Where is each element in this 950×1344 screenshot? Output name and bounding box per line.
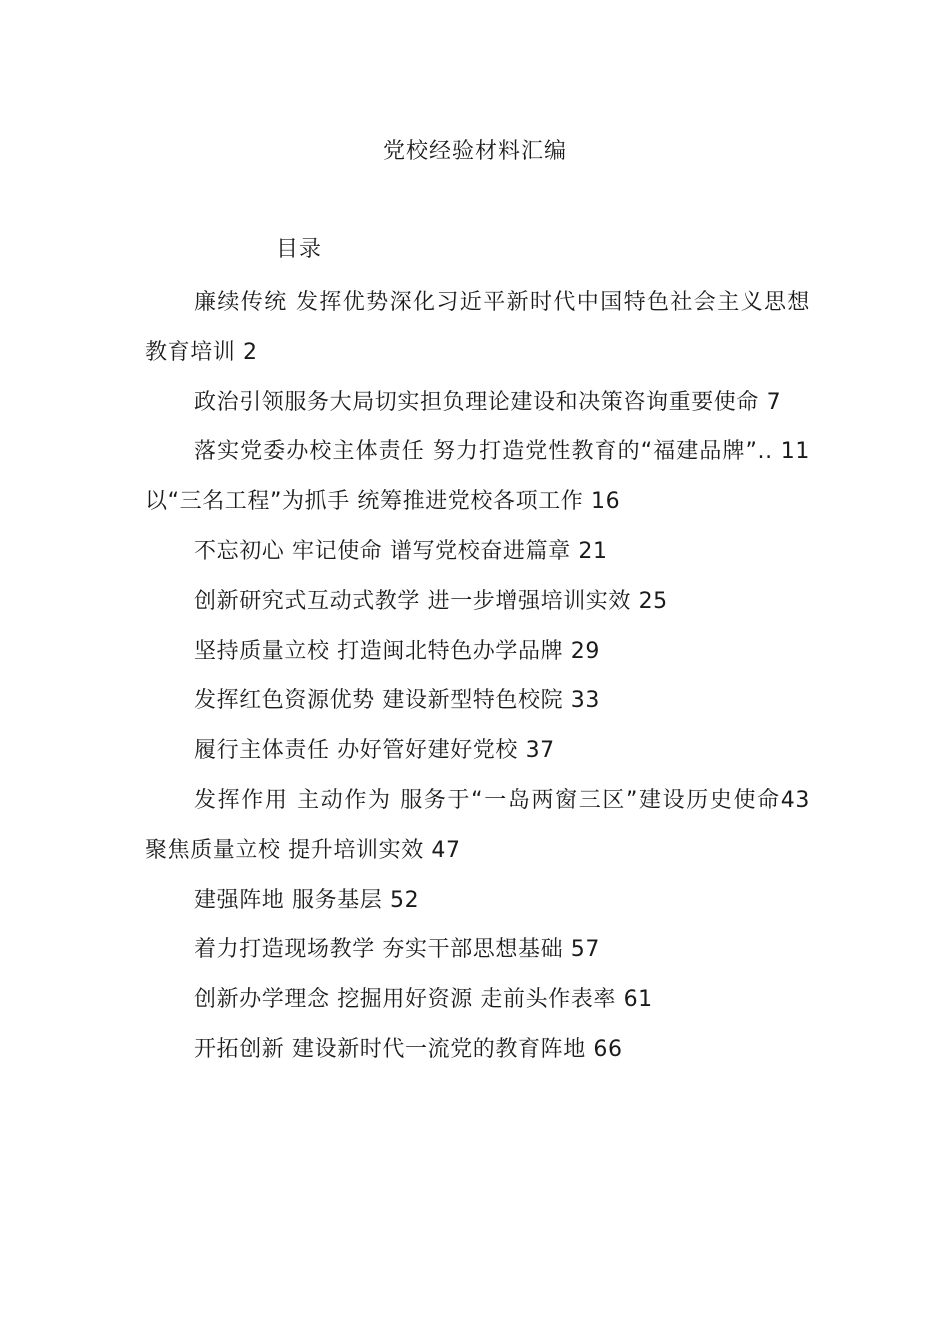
toc-entry: 开拓创新 建设新时代一流党的教育阵地 66 (194, 1036, 623, 1062)
toc-entry: 创新办学理念 挖掘用好资源 走前头作表率 61 (194, 987, 653, 1013)
toc-heading: 目录 (276, 237, 323, 262)
toc-entry: 廉续传统 发挥优势深化习近平新时代中国特色社会主义思想 教育培训 2 (145, 290, 810, 365)
toc-entry: 不忘初心 牢记使命 谱写党校奋进篇章 21 (194, 538, 608, 564)
document-title: 党校经验材料汇编 (382, 139, 567, 164)
toc-entry: 发挥作用 主动作为 服务于“一岛两窗三区”建设历史使命43 聚焦质量立校 提升培训实效 47 (145, 787, 810, 863)
toc-entry: 建强阵地 服务基层 52 (194, 887, 420, 913)
table-of-contents (145, 278, 810, 1075)
toc-entry: 履行主体责任 办好管好建好党校 37 (194, 738, 555, 764)
toc-entry: 坚持质量立校 打造闽北特色办学品牌 29 (194, 638, 600, 664)
toc-entry: 发挥红色资源优势 建设新型特色校院 33 (194, 688, 600, 714)
toc-entry: 政治引领服务大局切实担负理论建设和决策咨询重要使命 7 (194, 389, 782, 415)
toc-entry: 创新研究式互动式教学 进一步增强培训实效 25 (194, 588, 668, 614)
toc-entry: 落实党委办校主体责任 努力打造党性教育的“福建品牌”.. 11 以“三名工程”为抓手 统筹推进党校各项工作 16 (145, 439, 810, 515)
toc-entry: 着力打造现场教学 夯实干部思想基础 57 (194, 937, 600, 963)
